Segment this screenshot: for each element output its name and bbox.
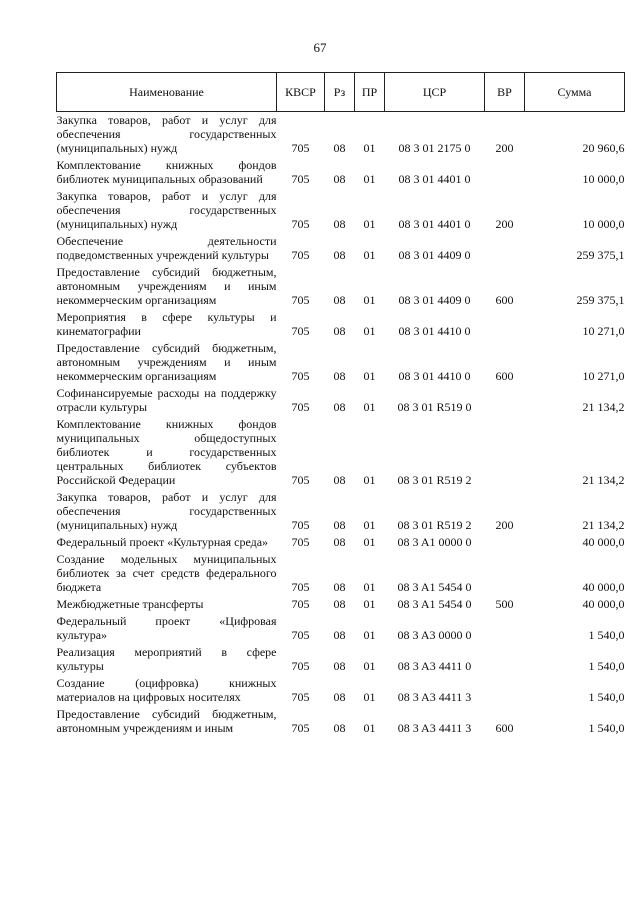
row-pr-cell: 01 [363,369,376,383]
row-name-cell: Создание модельных муниципальных библиотек за счет средств федерального бюджета [56,552,277,594]
row-vr-cell [485,534,525,551]
table-row [57,644,625,675]
column-header-rz: Рз [325,73,355,112]
row-sum-cell: 1 540,0 [588,690,625,704]
row-sum-cell: 10 271,0 [582,369,625,383]
row-kvsr-cell: 705 [291,580,310,594]
row-sum-cell: 10 000,0 [582,217,625,231]
row-name-cell: Комплектование книжных фондов муниципальных общедоступных библиотек и государственных центральных библиотек субъектов Российской Федерации [56,417,277,487]
row-rz-cell: 08 [333,172,346,186]
table-row [57,706,625,737]
row-name-cell: Предоставление субсидий бюджетным, автономным учреждениям и иным некоммерческим организациям [56,341,277,383]
row-csr-cell: 08 3 01 4409 0 [398,248,471,262]
row-name-cell: Федеральный проект «Цифровая культура» [56,614,277,642]
row-name-cell: Реализация мероприятий в сфере культуры [56,645,277,673]
table-header [57,73,625,112]
row-kvsr-cell: 705 [291,141,310,155]
row-rz-cell: 08 [333,400,346,414]
row-vr-cell [485,385,525,416]
column-header-sum: Сумма [525,73,625,112]
row-pr-cell: 01 [363,690,376,704]
row-rz-cell: 08 [333,690,346,704]
row-rz-cell: 08 [333,659,346,673]
column-header-csr: ЦСР [385,73,485,112]
row-vr-cell: 600 [495,369,514,383]
row-sum-cell: 21 134,2 [582,518,625,532]
row-kvsr-cell: 705 [291,172,310,186]
row-sum-cell: 259 375,1 [576,248,625,262]
row-kvsr-cell: 705 [291,535,310,549]
row-rz-cell: 08 [333,721,346,735]
row-pr-cell: 01 [363,518,376,532]
row-vr-cell [485,613,525,644]
row-kvsr-cell: 705 [291,473,310,487]
row-csr-cell: 08 3 01 4401 0 [398,217,471,231]
row-kvsr-cell: 705 [291,217,310,231]
row-pr-cell: 01 [363,248,376,262]
budget-table [56,72,625,737]
row-pr-cell: 01 [363,659,376,673]
row-sum-cell: 21 134,2 [582,473,625,487]
row-pr-cell: 01 [363,628,376,642]
row-pr-cell: 01 [363,217,376,231]
row-rz-cell: 08 [333,535,346,549]
row-name-cell: Софинансируемые расходы на поддержку отрасли культуры [56,386,277,414]
table-row [57,233,625,264]
row-vr-cell [485,233,525,264]
row-kvsr-cell: 705 [291,690,310,704]
row-name-cell: Закупка товаров, работ и услуг для обеспечения государственных (муниципальных) нужд [56,113,277,155]
row-pr-cell: 01 [363,721,376,735]
row-csr-cell: 08 3 A3 4411 3 [397,721,472,735]
row-pr-cell: 01 [363,400,376,414]
row-kvsr-cell: 705 [291,248,310,262]
row-csr-cell: 08 3 01 R519 2 [397,473,472,487]
row-csr-cell: 08 3 A3 4411 0 [397,659,472,673]
row-kvsr-cell: 705 [291,628,310,642]
table-row [57,416,625,489]
row-pr-cell: 01 [363,172,376,186]
row-sum-cell: 1 540,0 [588,721,625,735]
row-name-cell: Закупка товаров, работ и услуг для обеспечения государственных (муниципальных) нужд [56,490,277,532]
row-kvsr-cell: 705 [291,518,310,532]
table-row [57,188,625,233]
row-vr-cell: 200 [495,141,514,155]
row-name-cell: Предоставление субсидий бюджетным, автономным учреждениям и иным [56,707,277,735]
table-row [57,309,625,340]
row-vr-cell: 600 [495,293,514,307]
row-vr-cell [485,309,525,340]
row-sum-cell: 1 540,0 [588,659,625,673]
row-kvsr-cell: 705 [291,400,310,414]
header-row [57,73,625,112]
row-csr-cell: 08 3 A3 0000 0 [397,628,472,642]
table-row [57,385,625,416]
table-row [57,157,625,188]
row-rz-cell: 08 [333,369,346,383]
row-kvsr-cell: 705 [291,597,310,611]
row-sum-cell: 40 000,0 [582,535,625,549]
row-vr-cell [485,551,525,596]
row-rz-cell: 08 [333,141,346,155]
row-vr-cell: 600 [495,721,514,735]
row-pr-cell: 01 [363,293,376,307]
row-sum-cell: 259 375,1 [576,293,625,307]
row-rz-cell: 08 [333,597,346,611]
row-kvsr-cell: 705 [291,369,310,383]
column-header-kvsr: КВСР [277,73,325,112]
row-pr-cell: 01 [363,597,376,611]
row-name-cell: Межбюджетные трансферты [56,597,204,611]
row-csr-cell: 08 3 01 2175 0 [398,141,471,155]
table-row [57,613,625,644]
row-pr-cell: 01 [363,473,376,487]
row-pr-cell: 01 [363,580,376,594]
table-body [57,112,625,738]
row-rz-cell: 08 [333,217,346,231]
row-pr-cell: 01 [363,141,376,155]
row-csr-cell: 08 3 A1 0000 0 [397,535,472,549]
column-header-pr: ПР [355,73,385,112]
row-vr-cell [485,157,525,188]
row-name-cell: Предоставление субсидий бюджетным, автономным учреждениям и иным некоммерческим организациям [56,265,277,307]
row-vr-cell [485,675,525,706]
page-number: 67 [313,40,327,55]
table-row [57,675,625,706]
row-sum-cell: 20 960,6 [582,141,625,155]
table-row [57,534,625,551]
row-sum-cell: 21 134,2 [582,400,625,414]
row-vr-cell: 500 [495,597,514,611]
row-sum-cell: 10 271,0 [582,324,625,338]
row-rz-cell: 08 [333,580,346,594]
row-csr-cell: 08 3 A3 4411 3 [397,690,472,704]
row-rz-cell: 08 [333,293,346,307]
table-row [57,596,625,613]
row-vr-cell: 200 [495,217,514,231]
table-row [57,340,625,385]
row-pr-cell: 01 [363,535,376,549]
row-csr-cell: 08 3 01 R519 0 [397,400,472,414]
row-csr-cell: 08 3 01 4410 0 [398,324,471,338]
row-kvsr-cell: 705 [291,721,310,735]
row-rz-cell: 08 [333,473,346,487]
column-header-name: Наименование [57,73,277,112]
row-name-cell: Закупка товаров, работ и услуг для обеспечения государственных (муниципальных) нужд [56,189,277,231]
row-csr-cell: 08 3 A1 5454 0 [397,597,472,611]
row-vr-cell [485,644,525,675]
table-row [57,551,625,596]
row-kvsr-cell: 705 [291,324,310,338]
row-csr-cell: 08 3 01 4410 0 [398,369,471,383]
row-rz-cell: 08 [333,324,346,338]
row-name-cell: Создание (оцифровка) книжных материалов на цифровых носителях [56,676,277,704]
row-csr-cell: 08 3 01 R519 2 [397,518,472,532]
row-csr-cell: 08 3 01 4409 0 [398,293,471,307]
row-rz-cell: 08 [333,518,346,532]
table-row [57,112,625,158]
column-header-vr: ВР [485,73,525,112]
row-kvsr-cell: 705 [291,293,310,307]
row-name-cell: Мероприятия в сфере культуры и кинематографии [56,310,277,338]
row-name-cell: Комплектование книжных фондов библиотек муниципальных образований [56,158,277,186]
table-row [57,489,625,534]
row-sum-cell: 40 000,0 [582,597,625,611]
row-rz-cell: 08 [333,628,346,642]
table-row [57,264,625,309]
row-vr-cell [485,416,525,489]
row-sum-cell: 40 000,0 [582,580,625,594]
row-vr-cell: 200 [495,518,514,532]
row-rz-cell: 08 [333,248,346,262]
row-pr-cell: 01 [363,324,376,338]
row-sum-cell: 1 540,0 [588,628,625,642]
row-name-cell: Обеспечение деятельности подведомственных учреждений культуры [56,234,277,262]
row-name-cell: Федеральный проект «Культурная среда» [56,535,269,549]
row-sum-cell: 10 000,0 [582,172,625,186]
row-kvsr-cell: 705 [291,659,310,673]
row-csr-cell: 08 3 01 4401 0 [398,172,471,186]
row-csr-cell: 08 3 A1 5454 0 [397,580,472,594]
